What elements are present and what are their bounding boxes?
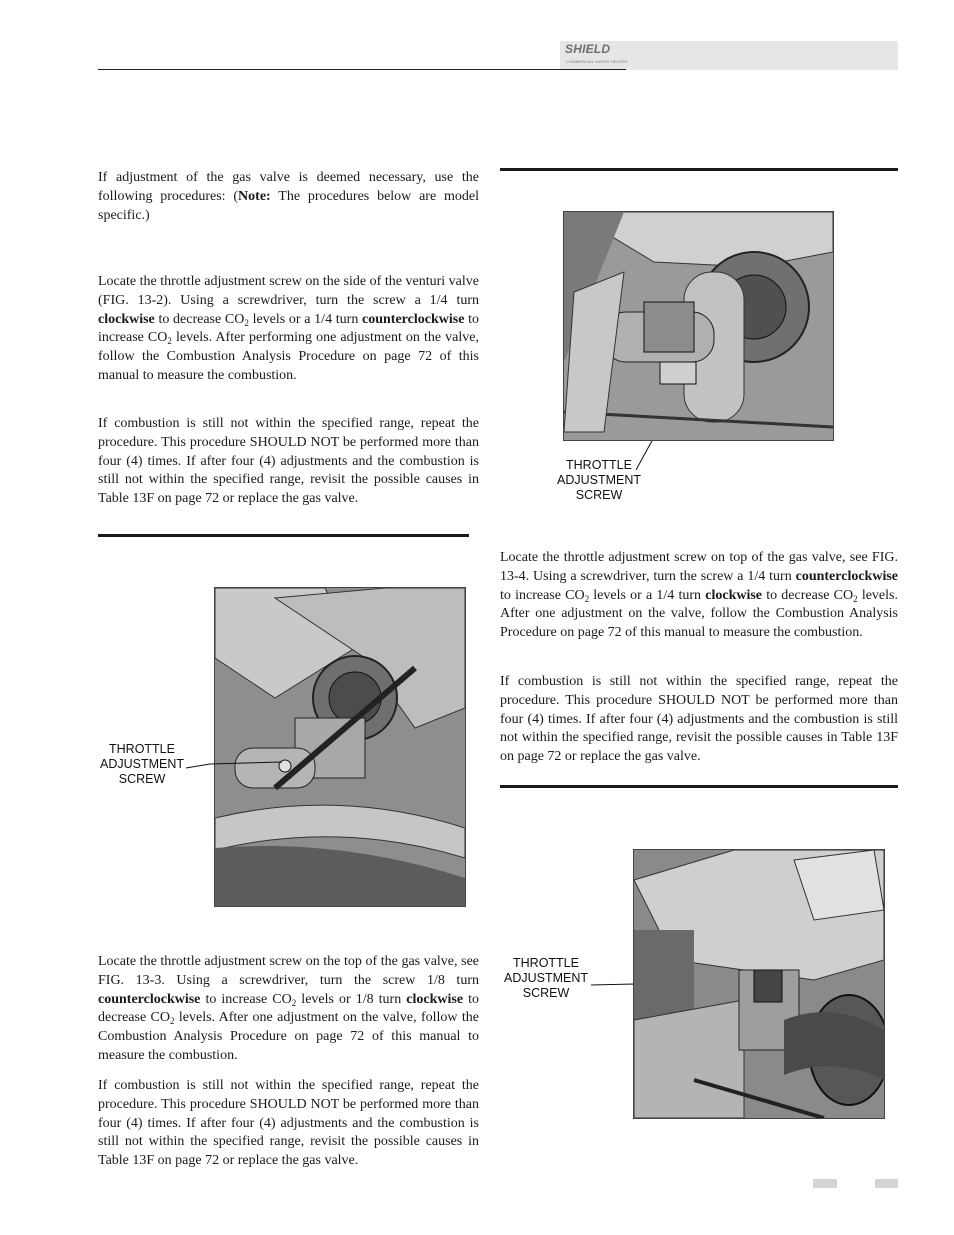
section-rule-right-bottom [500,785,898,788]
repeat-procedure-paragraph-2: If combustion is still not within the specified range, repeat the procedure. This procedure SHOULD NOT be performed more than four (4) times. If after four (4) adjustments and the combustion is still not within the specified range, revisit the possible causes in Table 13F on page 72 or replace the gas valve. [98,1078,479,1169]
footer-page-box-right [875,1179,898,1188]
callout-line: THROTTLE [566,458,632,472]
callout-line: SCREW [575,488,623,502]
callout-line: ADJUSTMENT [556,473,642,487]
venturi-valve-illustration [564,212,833,440]
callout-line: THROTTLE [109,742,175,756]
logo-text: SHIELD [565,42,611,56]
callout-line: THROTTLE [513,956,579,970]
logo-subtext: COMMERCIAL WATER HEATER [566,59,628,64]
throttle-callout-right-top [553,458,645,503]
venturi-valve-figure-13-2 [563,211,834,441]
repeat-procedure-paragraph-3: If combustion is still not within the specified range, repeat the procedure. This procedure SHOULD NOT be performed more than four (4) times. If after four (4) adjustments and the combustion is still not within the specified range, revisit the possible causes in Table 13F on page 72 or replace the gas valve. [500,674,898,765]
callout-line: SCREW [522,986,570,1000]
venturi-procedure-paragraph: Locate the throttle adjustment screw on the side of the venturi valve (FIG. 13-2). Using a screwdriver, turn the screw a 1/4 turn clockwise to decrease $CO_2$ levels or a 1/4 turn counterclockwise to increase $CO_2$ levels. After performing one adjustment on the valve, follow the Combustion Analysis Procedure on page 72 of this manual to measure the combustion. [98,274,479,383]
callout-line: ADJUSTMENT [503,971,589,985]
section-rule-right-top [500,168,898,171]
top-valve-procedure-paragraph-fig4: Locate the throttle adjustment screw on top of the gas valve, see FIG. 13-4. Using a screwdriver, turn the screw a 1/4 turn counterclockwise to increase $CO_2$ levels or a 1/4 turn clockwise to decrease $CO_2$ levels. After one adjustment on the valve, follow the Combustion Analysis Procedure on page 72 of this manual to measure the combustion. [500,550,898,641]
gas-valve-top-illustration [634,850,884,1118]
footer-page-box-left [813,1179,837,1188]
leader-left [186,762,282,768]
intro-paragraph: If adjustment of the gas valve is deemed necessary, use the following procedures: (Note: The procedures below are model specific.) [98,170,479,223]
repeat-procedure-paragraph-1: If combustion is still not within the specified range, repeat the procedure. This procedure SHOULD NOT be performed more than four (4) times. If after four (4) adjustments and the combustion is still not within the specified range, revisit the possible causes in Table 13F on page 72 or replace the gas valve. [98,416,479,507]
gas-valve-figure-13-4 [633,849,885,1119]
top-valve-procedure-paragraph: Locate the throttle adjustment screw on the top of the gas valve, see FIG. 13-3. Using a screwdriver, turn the screw 1/8 turn counterclockwise to increase $CO_2$ levels or 1/8 turn clockwise to decrease $CO_2$ levels. After one adjustment on the valve, follow the Combustion Analysis Procedure on page 72 of this manual to measure the combustion. [98,954,479,1063]
callout-line: SCREW [118,772,166,786]
throttle-callout-right-bottom [500,956,592,1001]
callout-line: ADJUSTMENT [99,757,185,771]
